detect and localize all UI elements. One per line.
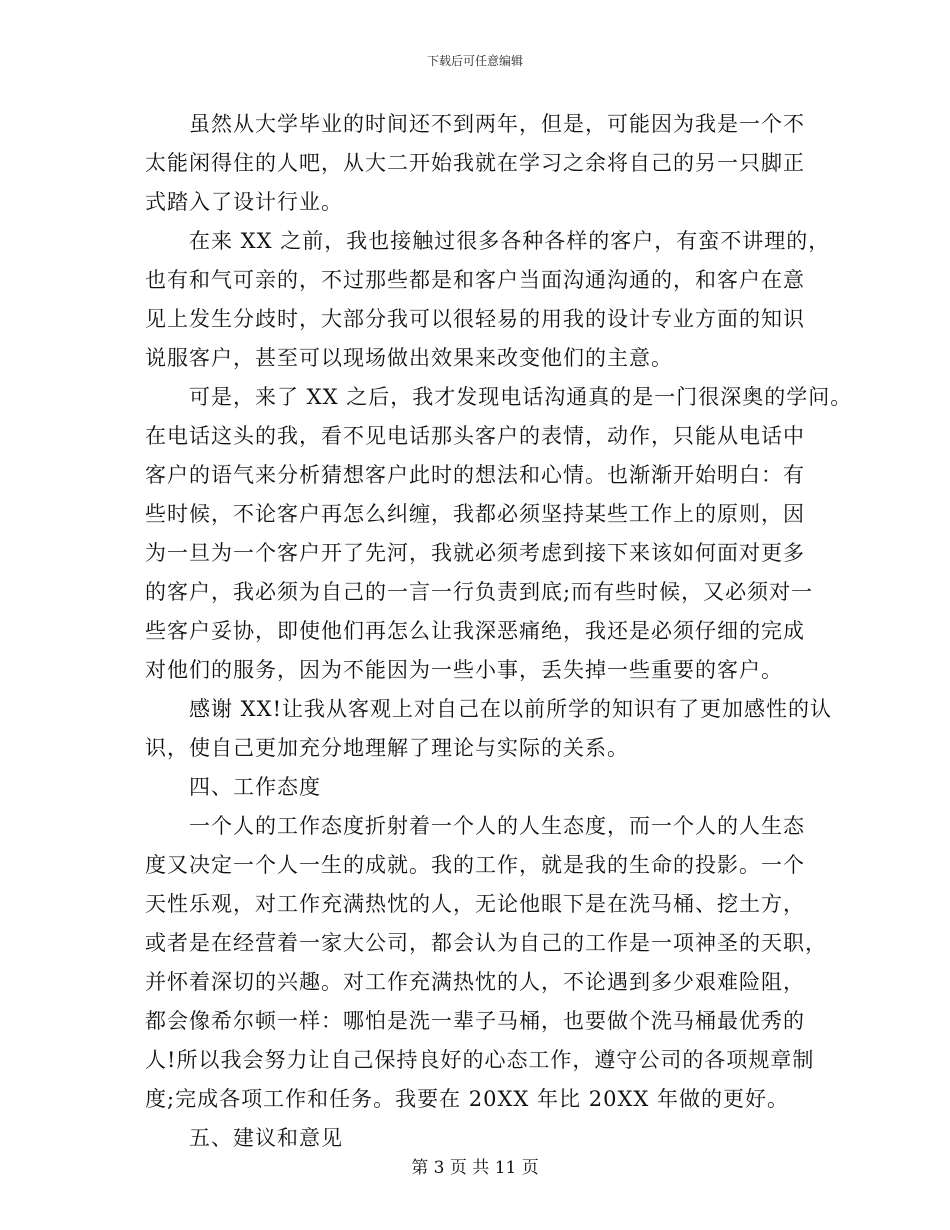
text-line: 都会像希尔顿一样：哪怕是洗一辈子马桶，也要做个洗马桶最优秀的: [145, 1009, 805, 1033]
text-line: 太能闲得住的人吧，从大二开始我就在学习之余将自己的另一只脚正: [145, 151, 805, 175]
page-number: 第 3 页 共 11 页: [411, 1158, 539, 1178]
section-heading: 五、建议和意见: [189, 1126, 343, 1150]
section-heading: 四、工作态度: [189, 775, 321, 799]
text-line: 说服客户，甚至可以现场做出效果来改变他们的主意。: [145, 346, 673, 370]
text-line: 式踏入了设计行业。: [145, 190, 343, 214]
text-line: 些时候，不论客户再怎么纠缠，我都必须坚持某些工作上的原则，因: [145, 502, 805, 526]
text-line: 并怀着深切的兴趣。对工作充满热忱的人，不论遇到多少艰难险阻，: [145, 970, 805, 994]
text-line: 为一旦为一个客户开了先河，我就必须考虑到接下来该如何面对更多: [145, 541, 805, 565]
text-line: 度;完成各项工作和任务。我要在 20XX 年比 20XX 年做的更好。: [145, 1087, 790, 1111]
text-line: 或者是在经营着一家大公司，都会认为自己的工作是一项神圣的天职，: [145, 931, 827, 955]
text-line: 的客户，我必须为自己的一言一行负责到底;而有些时候，又必须对一: [145, 580, 814, 604]
text-line: 一个人的工作态度折射着一个人的人生态度，而一个人的人生态: [189, 814, 805, 838]
text-line: 天性乐观，对工作充满热忱的人，无论他眼下是在洗马桶、挖土方，: [145, 892, 805, 916]
text-line: 在电话这头的我，看不见电话那头客户的表情，动作，只能从电话中: [145, 424, 805, 448]
text-line: 对他们的服务，因为不能因为一些小事，丢失掉一些重要的客户。: [145, 658, 783, 682]
text-line: 感谢 XX!让我从客观上对自己在以前所学的知识有了更加感性的认: [189, 697, 833, 721]
text-line: 也有和气可亲的，不过那些都是和客户当面沟通沟通的，和客户在意: [145, 268, 805, 292]
text-line: 虽然从大学毕业的时间还不到两年，但是，可能因为我是一个不: [189, 112, 805, 136]
text-line: 客户的语气来分析猜想客户此时的想法和心情。也渐渐开始明白：有: [145, 463, 805, 487]
text-line: 见上发生分歧时，大部分我可以很轻易的用我的设计专业方面的知识: [145, 307, 805, 331]
page-header: 下载后可任意编辑: [426, 54, 523, 68]
text-line: 识，使自己更加充分地理解了理论与实际的关系。: [145, 736, 629, 760]
text-line: 可是，来了 XX 之后，我才发现电话沟通真的是一门很深奥的学问。: [189, 385, 853, 409]
text-line: 些客户妥协，即使他们再怎么让我深恶痛绝，我还是必须仔细的完成: [145, 619, 805, 643]
text-line: 人!所以我会努力让自己保持良好的心态工作，遵守公司的各项规章制: [145, 1048, 815, 1072]
text-line: 在来 XX 之前，我也接触过很多各种各样的客户，有蛮不讲理的，: [189, 229, 831, 253]
text-line: 度又决定一个人一生的成就。我的工作，就是我的生命的投影。一个: [145, 853, 805, 877]
